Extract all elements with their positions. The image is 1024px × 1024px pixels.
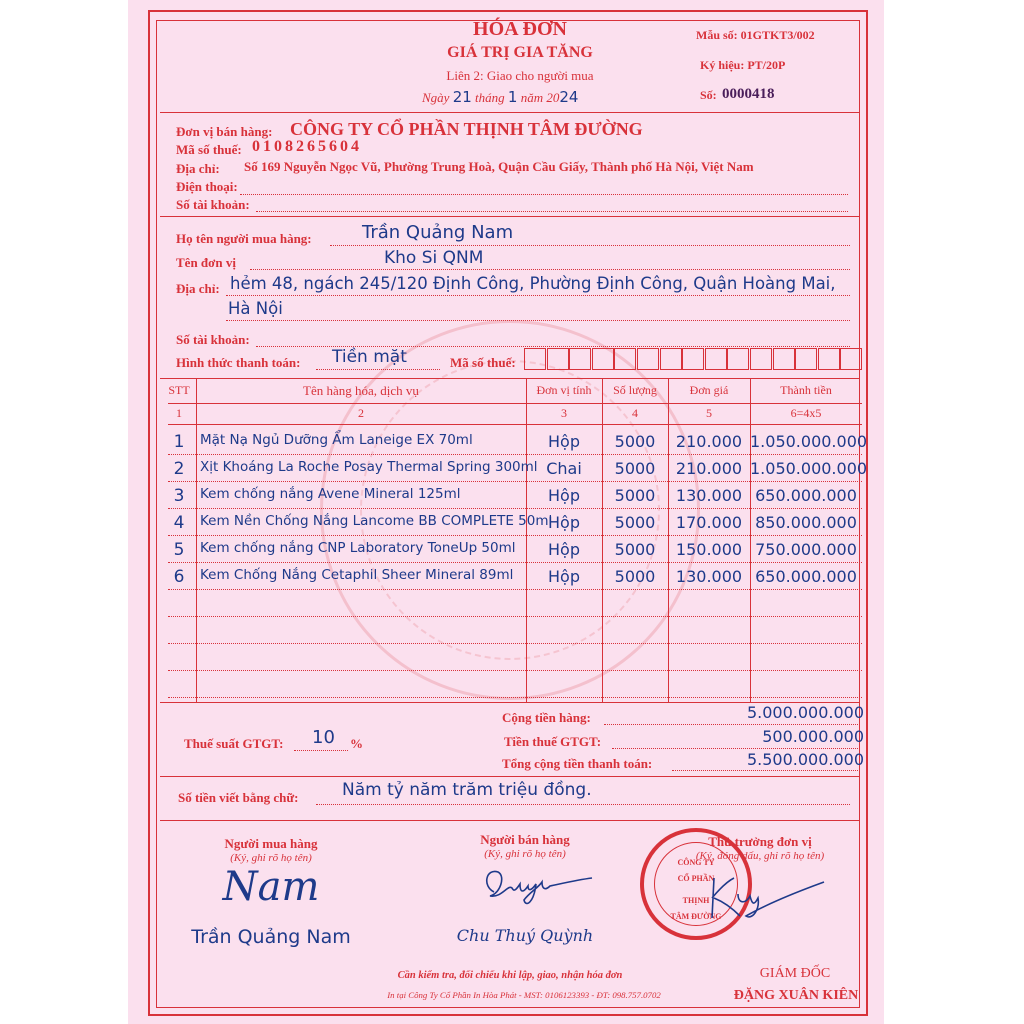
table-row-line: [168, 481, 862, 482]
tax-digit-box: [614, 348, 636, 370]
director-name: ĐẶNG XUÂN KIÊN: [733, 988, 859, 1003]
cell-unit: Hộp: [548, 486, 580, 505]
cell-stt: 1: [173, 432, 185, 452]
col-header-stt: STT: [168, 383, 190, 397]
buyer-address-label: Địa chỉ:: [176, 281, 220, 296]
payment-method: Tiền mặt: [332, 347, 407, 367]
stamp-text-2: CỔ PHẦN: [677, 874, 715, 883]
cell-total: 650.000.000: [755, 486, 857, 505]
tax-digit-box: [773, 348, 795, 370]
stamp-text-4: TÂM ĐƯỜNG: [670, 912, 722, 921]
head-sign-note: (Ký, đóng dấu, ghi rõ họ tên): [695, 850, 825, 862]
buyer-tax-label: Mã số thuế:: [450, 355, 516, 370]
buyer-address-line: [226, 320, 850, 321]
col-header-total: Thành tiền: [780, 383, 832, 397]
col-sub-2: 2: [358, 406, 364, 420]
buyer-unit: Kho Si QNM: [384, 248, 484, 268]
cell-total: 750.000.000: [755, 540, 857, 559]
buyer-signature: Nam: [222, 864, 320, 910]
invoice-subtitle: GIÁ TRỊ GIA TĂNG: [447, 44, 593, 61]
cell-unit: Hộp: [548, 540, 580, 559]
col-divider: [196, 378, 197, 702]
cell-qty: 5000: [614, 540, 656, 559]
cell-stt: 3: [173, 486, 185, 506]
buyer-account-label: Số tài khoản:: [176, 332, 250, 347]
tax-digit-box: [569, 348, 591, 370]
grand-total-line: [672, 770, 860, 771]
cell-total: 1.050.000.000: [750, 432, 868, 451]
tax-digit-box: [637, 348, 659, 370]
divider: [160, 776, 860, 777]
cell-price: 130.000: [675, 567, 743, 586]
invoice-copy: Liên 2: Giao cho người mua: [446, 68, 594, 83]
seller-sign-title: Người bán hàng: [480, 832, 570, 847]
seller-printed-name: Chu Thuý Quỳnh: [456, 926, 594, 945]
cell-total: 1.050.000.000: [750, 459, 868, 478]
vat-line: [612, 748, 860, 749]
cell-name: Kem Chống Nắng Cetaphil Sheer Mineral 89ml: [200, 567, 514, 583]
subtotal-value: 5.000.000.000: [746, 703, 864, 722]
director-title: GIÁM ĐỐC: [759, 966, 831, 981]
seller-tax: 0108265604: [252, 138, 362, 155]
tax-digit-box: [705, 348, 727, 370]
col-sub-5: 5: [706, 406, 712, 420]
buyer-name-line: [330, 245, 850, 246]
tax-digit-box: [795, 348, 817, 370]
cell-stt: 5: [173, 540, 185, 560]
footer-printer: In tại Công Ty Cổ Phần In Hòa Phát - MST: 0106123393 - ĐT: 098.757.0702: [387, 990, 661, 1000]
tax-digit-box: [524, 348, 546, 370]
invoice-symbol: Ký hiệu: PT/20P: [700, 58, 786, 72]
cell-name: Kem Nền Chống Nắng Lancome BB COMPLETE 50ml: [200, 513, 553, 529]
head-sign-title: Thủ trưởng đơn vị: [708, 834, 812, 849]
tax-digit-box: [750, 348, 772, 370]
buyer-address-line2: Hà Nội: [228, 299, 283, 318]
invoice-date: [422, 88, 578, 106]
seller-address-label: Địa chỉ:: [176, 161, 220, 176]
seller-account-label: Số tài khoản:: [176, 197, 250, 212]
cell-unit: Hộp: [548, 432, 580, 451]
cell-name: Kem chống nắng Avene Mineral 125ml: [200, 486, 461, 502]
form-number: Mẫu số: 01GTKT3/002: [696, 28, 815, 42]
col-sub-4: 4: [632, 406, 638, 420]
seller-tax-label: Mã số thuế:: [176, 142, 242, 157]
col-sub-1: 1: [176, 406, 182, 420]
cell-price: 150.000: [675, 540, 743, 559]
table-row-line: [168, 670, 862, 671]
phone-line: [240, 194, 848, 195]
col-header-price: Đơn giá: [689, 383, 729, 397]
cell-price: 130.000: [675, 486, 743, 505]
vat-value: 500.000.000: [762, 727, 864, 746]
cell-price: 210.000: [675, 432, 743, 451]
cell-price: 210.000: [675, 459, 743, 478]
col-sub-3: 3: [561, 406, 567, 420]
buyer-name-label: Họ tên người mua hàng:: [176, 231, 312, 246]
director-signature-icon: [700, 868, 830, 924]
cell-name: Kem chống nắng CNP Laboratory ToneUp 50ml: [200, 540, 516, 556]
tax-digit-box: [660, 348, 682, 370]
payment-line: [316, 369, 440, 370]
seller-phone-label: Điện thoại:: [176, 179, 238, 194]
seller-address: Số 169 Nguyễn Ngọc Vũ, Phường Trung Hoà, Quận Cầu Giấy, Thành phố Hà Nội, Việt Nam: [244, 159, 754, 174]
divider: [160, 112, 860, 113]
amount-words-label: Số tiền viết bằng chữ:: [178, 790, 299, 805]
seller-sign-note: (Ký, ghi rõ họ tên): [484, 848, 566, 860]
stamp-text-3: THỊNH: [682, 896, 710, 905]
seller-name-label: Đơn vị bán hàng:: [176, 124, 273, 139]
buyer-sign-title: Người mua hàng: [224, 836, 318, 851]
invoice-number: 0000418: [722, 86, 775, 102]
footer-note: Cần kiểm tra, đối chiếu khi lập, giao, nhận hóa đơn: [397, 970, 623, 981]
account-line: [256, 211, 848, 212]
cell-qty: 5000: [614, 459, 656, 478]
divider: [160, 820, 860, 821]
vat-rate-percent: %: [350, 736, 363, 751]
payment-label: Hình thức thanh toán:: [176, 355, 301, 370]
tax-digit-box: [682, 348, 704, 370]
subtotal-label: Cộng tiền hàng:: [502, 710, 591, 725]
table-row-line: [168, 562, 862, 563]
seller-name: CÔNG TY CỔ PHẦN THỊNH TÂM ĐƯỜNG: [290, 119, 643, 139]
col-header-name: Tên hàng hóa, dịch vụ: [303, 383, 419, 398]
cell-unit: Chai: [546, 459, 582, 478]
table-row-line: [168, 697, 862, 698]
table-row-line: [168, 535, 862, 536]
table-top-border: [160, 378, 860, 379]
cell-qty: 5000: [614, 432, 656, 451]
table-row-line: [168, 454, 862, 455]
invoice-title: HÓA ĐƠN: [473, 18, 567, 40]
amount-words-line: [316, 804, 850, 805]
cell-stt: 2: [173, 459, 185, 479]
subtotal-line: [604, 724, 860, 725]
buyer-unit-label: Tên đơn vị: [176, 255, 236, 270]
grand-total-label: Tổng cộng tiền thanh toán:: [502, 756, 653, 771]
buyer-printed-name: Trần Quảng Nam: [191, 926, 351, 948]
cell-name: Mặt Nạ Ngủ Dưỡng Ẩm Laneige EX 70ml: [200, 432, 473, 448]
buyer-unit-line: [250, 269, 850, 270]
date-month: 1: [507, 88, 518, 106]
cell-stt: 6: [173, 567, 185, 587]
cell-qty: 5000: [614, 513, 656, 532]
tax-digit-box: [818, 348, 840, 370]
grand-total-value: 5.500.000.000: [746, 750, 864, 769]
vat-rate-label: Thuế suất GTGT:: [184, 736, 284, 751]
invoice-number-label: Số:: [700, 88, 717, 102]
table-row-line: [168, 508, 862, 509]
col-header-qty: Số lượng: [613, 383, 657, 397]
tax-digit-box: [592, 348, 614, 370]
cell-total: 650.000.000: [755, 567, 857, 586]
col-sub-6: 6=4x5: [790, 406, 822, 420]
cell-price: 170.000: [675, 513, 743, 532]
seller-signature-icon: [476, 862, 596, 910]
cell-total: 850.000.000: [755, 513, 857, 532]
tax-digit-box: [547, 348, 569, 370]
tax-digit-box: [840, 348, 862, 370]
buyer-address-line: [226, 295, 850, 296]
date-prefix: Ngày: [422, 90, 450, 105]
cell-stt: 4: [173, 513, 185, 533]
date-year: 24: [559, 88, 579, 106]
date-month-label: tháng: [475, 90, 505, 105]
buyer-name: Trần Quảng Nam: [362, 222, 514, 243]
cell-qty: 5000: [614, 567, 656, 586]
table-header-divider: [168, 403, 862, 404]
cell-name: Xịt Khoáng La Roche Posay Thermal Spring 300ml: [200, 459, 538, 475]
cell-unit: Hộp: [548, 513, 580, 532]
table-row-line: [168, 643, 862, 644]
stamp-text-1: CÔNG TY: [677, 858, 715, 867]
buyer-address-line1: hẻm 48, ngách 245/120 Định Công, Phường Định Công, Quận Hoàng Mai,: [230, 274, 836, 293]
tax-digit-box: [727, 348, 749, 370]
cell-qty: 5000: [614, 486, 656, 505]
vat-rate-line: [294, 750, 348, 751]
buyer-sign-note: (Ký, ghi rõ họ tên): [230, 852, 312, 864]
vat-rate: 10: [312, 727, 335, 748]
vat-label: Tiền thuế GTGT:: [504, 734, 602, 749]
date-year-label: năm 20: [520, 90, 560, 105]
table-row-line: [168, 589, 862, 590]
cell-unit: Hộp: [548, 567, 580, 586]
date-day: 21: [452, 88, 472, 106]
col-header-unit: Đơn vị tính: [536, 383, 592, 397]
divider: [160, 216, 860, 217]
table-row-line: [168, 616, 862, 617]
table-sub-divider: [168, 424, 862, 425]
amount-words: Năm tỷ năm trăm triệu đồng.: [342, 780, 592, 800]
